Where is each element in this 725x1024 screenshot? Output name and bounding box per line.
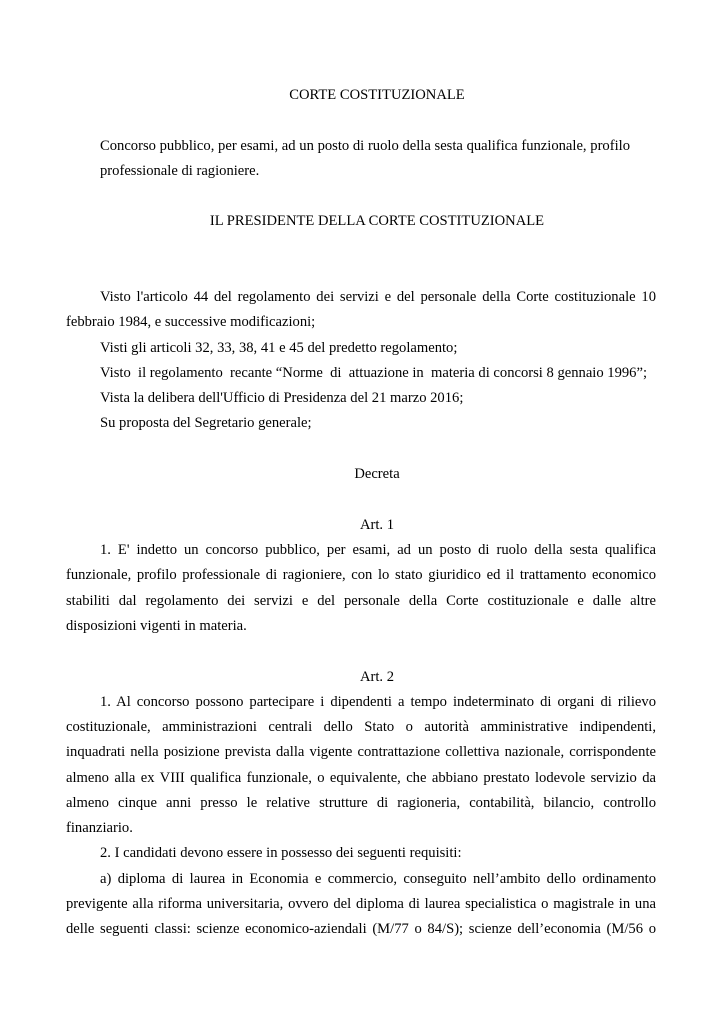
premise-line-5: Vista la delibera dell'Ufficio di Presidenza del 21 marzo 2016; [100,390,464,406]
subject-line-1: Concorso pubblico, per esami, ad un posto di ruolo della sesta qualifica funzionale, profilo [100,138,630,154]
decree-label: Decreta [354,466,400,482]
article-2-line-2: costituzionale, amministrazioni centrali dello Stato o autorità amministrative indipendenti, [66,719,656,735]
article-2-line-4: almeno alla ex VIII qualifica funzionale, o equivalente, che abbiano prestato lodevole servizio da [66,770,656,786]
article-1-line-2: funzionale, profilo professionale di ragioniere, con lo stato giuridico ed il trattamento economico [66,567,656,583]
article-2-line-5: almeno cinque anni presso le relative strutture di ragioneria, contabilità, bilancio, controllo [66,795,656,811]
premise-line-3: Visti gli articoli 32, 33, 38, 41 e 45 del predetto regolamento; [100,340,458,356]
premise-line-6: Su proposta del Segretario generale; [100,415,312,431]
article-1-title: Art. 1 [359,517,395,533]
document-heading: CORTE COSTITUZIONALE [289,87,465,103]
premise-line-2: febbraio 1984, e successive modificazioni; [66,314,316,330]
issuer-heading: IL PRESIDENTE DELLA CORTE COSTITUZIONALE [209,213,545,229]
article-2-line-3: inquadrati nella posizione prevista dalla vigente contrattazione collettiva nazionale, corrispondente [66,744,656,760]
article-2-line-8: a) diploma di laurea in Economia e commercio, conseguito nell’ambito dello ordinamento [100,871,656,887]
article-2-line-9: previgente alla riforma universitaria, ovvero del diploma di laurea specialistica o magistrale in una [66,896,656,912]
article-1-line-1: 1. E' indetto un concorso pubblico, per esami, ad un posto di ruolo della sesta qualifica [100,542,656,558]
article-2-line-1: 1. Al concorso possono partecipare i dipendenti a tempo indeterminato di organi di rilievo [100,694,656,710]
premise-line-1: Visto l'articolo 44 del regolamento dei servizi e del personale della Corte costituzionale 10 [100,289,656,305]
article-1-line-3: stabiliti dal regolamento dei servizi e del personale della Corte costituzionale e dalle altre [66,593,656,609]
premise-line-4: Visto il regolamento recante “Norme di attuazione in materia di concorsi 8 gennaio 1996”; [100,365,648,381]
article-2-line-6: finanziario. [66,820,133,836]
article-2-line-10: delle seguenti classi: scienze economico-aziendali (M/77 o 84/S); scienze dell’economia (M/56 o [66,921,656,937]
article-1-line-4: disposizioni vigenti in materia. [66,618,247,634]
subject-line-2: professionale di ragioniere. [100,163,260,179]
article-2-title: Art. 2 [359,669,395,685]
article-2-line-7: 2. I candidati devono essere in possesso dei seguenti requisiti: [100,845,462,861]
